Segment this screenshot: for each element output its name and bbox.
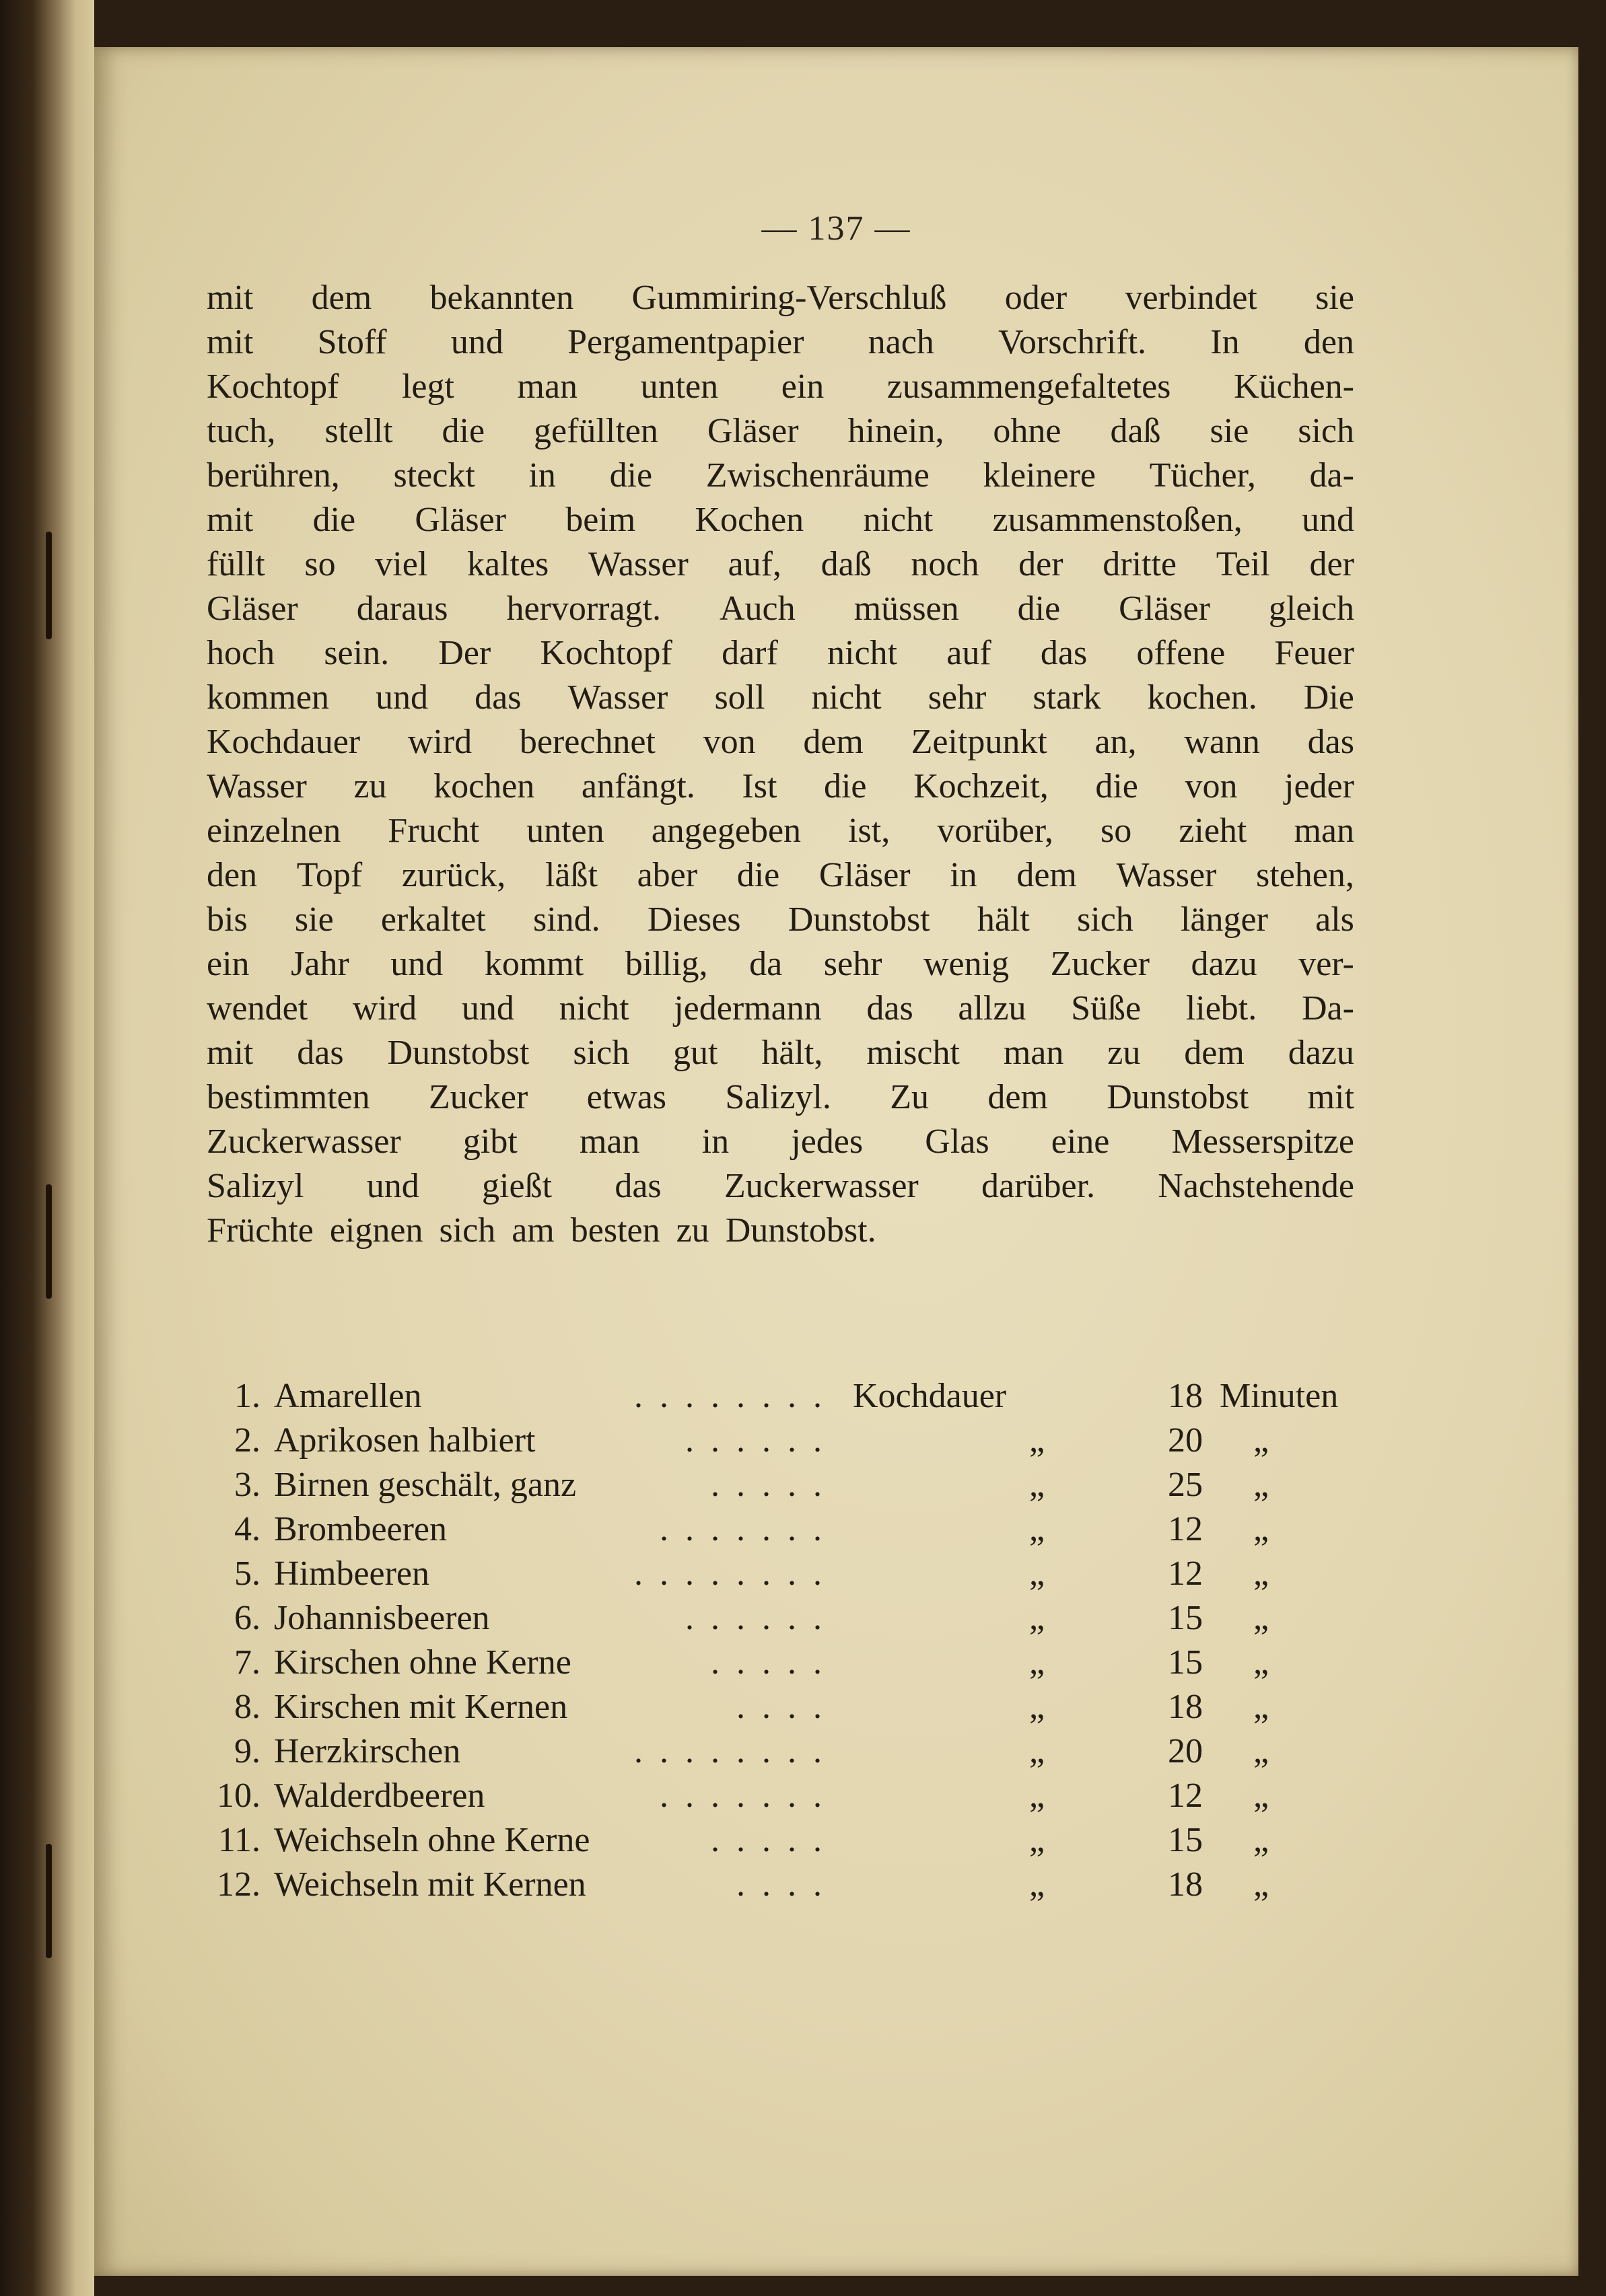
text-line: mit dem bekannten Gummiring-Verschluß oder verbindet sie bbox=[207, 279, 1354, 317]
book-page bbox=[94, 47, 1578, 2276]
leader-dots: . . . . . . bbox=[685, 1599, 826, 1637]
ditto-mark: „ bbox=[1253, 1643, 1269, 1682]
fruit-name: Kirschen mit Kernen bbox=[274, 1688, 568, 1726]
leader-dots: . . . . bbox=[736, 1865, 826, 1904]
minutes-value: 18 bbox=[1168, 1865, 1203, 1904]
text-line: kommen und das Wasser soll nicht sehr stark kochen. Die bbox=[207, 678, 1354, 717]
leader-dots: . . . . . . . . bbox=[634, 1732, 826, 1770]
page-number: — 137 — bbox=[761, 209, 911, 248]
text-line: Zuckerwasser gibt man in jedes Glas eine Messerspitze bbox=[207, 1122, 1354, 1161]
table-row bbox=[207, 1818, 1364, 1863]
fruit-name: Himbeeren bbox=[274, 1554, 430, 1593]
ditto-mark: „ bbox=[1253, 1821, 1269, 1859]
unit-label: Minuten bbox=[1220, 1377, 1339, 1415]
leader-dots: . . . . . . . bbox=[660, 1510, 826, 1548]
row-number: 3. bbox=[234, 1466, 260, 1504]
minutes-value: 15 bbox=[1168, 1821, 1203, 1859]
table-row bbox=[207, 1863, 1364, 1907]
ditto-mark: „ bbox=[1029, 1599, 1045, 1637]
text-line: Gläser daraus hervorragt. Auch müssen die Gläser gleich bbox=[207, 589, 1354, 628]
cooking-time-label: Kochdauer bbox=[853, 1377, 1007, 1415]
text-line: Kochdauer wird berechnet von dem Zeitpunkt an, wann das bbox=[207, 723, 1354, 761]
ditto-mark: „ bbox=[1029, 1554, 1045, 1593]
ditto-mark: „ bbox=[1029, 1777, 1045, 1815]
minutes-value: 15 bbox=[1168, 1599, 1203, 1637]
fruit-name: Amarellen bbox=[274, 1377, 422, 1415]
leader-dots: . . . . . . . . bbox=[634, 1377, 826, 1415]
table-row bbox=[207, 1507, 1364, 1552]
leader-dots: . . . . . bbox=[711, 1466, 826, 1504]
fruit-name: Johannisbeeren bbox=[274, 1599, 490, 1637]
text-line: mit die Gläser beim Kochen nicht zusammenstoßen, und bbox=[207, 501, 1354, 539]
ditto-mark: „ bbox=[1029, 1643, 1045, 1682]
text-line: mit das Dunstobst sich gut hält, mischt man zu dem dazu bbox=[207, 1034, 1354, 1072]
text-line: berühren, steckt in die Zwischenräume kleinere Tücher, da- bbox=[207, 456, 1354, 495]
text-line: Kochtopf legt man unten ein zusammengefaltetes Küchen- bbox=[207, 367, 1354, 406]
cooking-time-table bbox=[207, 1374, 1364, 1907]
table-row bbox=[207, 1552, 1364, 1596]
row-number: 6. bbox=[234, 1599, 260, 1637]
row-number: 12. bbox=[217, 1865, 260, 1904]
paragraph bbox=[207, 276, 1354, 1253]
minutes-value: 12 bbox=[1168, 1554, 1203, 1593]
minutes-value: 18 bbox=[1168, 1377, 1203, 1415]
text-line: bis sie erkaltet sind. Dieses Dunstobst hält sich länger als bbox=[207, 900, 1354, 939]
binding-thread bbox=[46, 1844, 52, 1958]
table-row bbox=[207, 1641, 1364, 1685]
ditto-mark: „ bbox=[1253, 1554, 1269, 1593]
text-line: wendet wird und nicht jedermann das allzu Süße liebt. Da- bbox=[207, 989, 1354, 1028]
row-number: 8. bbox=[234, 1688, 260, 1726]
text-line: tuch, stellt die gefüllten Gläser hinein, ohne daß sie sich bbox=[207, 412, 1354, 450]
row-number: 11. bbox=[217, 1821, 260, 1859]
leader-dots: . . . . . . . . bbox=[634, 1554, 826, 1593]
minutes-value: 20 bbox=[1168, 1732, 1203, 1770]
table-row bbox=[207, 1729, 1364, 1774]
text-line: Früchte eignen sich am besten zu Dunstobst. bbox=[207, 1211, 876, 1250]
fruit-name: Weichseln mit Kernen bbox=[274, 1865, 586, 1904]
text-line: einzelnen Frucht unten angegeben ist, vorüber, so zieht man bbox=[207, 812, 1354, 850]
ditto-mark: „ bbox=[1029, 1466, 1045, 1504]
ditto-mark: „ bbox=[1029, 1421, 1045, 1460]
table-row bbox=[207, 1419, 1364, 1463]
row-number: 10. bbox=[217, 1777, 260, 1815]
table-row bbox=[207, 1463, 1364, 1507]
book-spine-edge bbox=[0, 0, 94, 2296]
table-row bbox=[207, 1596, 1364, 1641]
fruit-name: Birnen geschält, ganz bbox=[274, 1466, 577, 1504]
row-number: 4. bbox=[234, 1510, 260, 1548]
ditto-mark: „ bbox=[1253, 1421, 1269, 1460]
ditto-mark: „ bbox=[1253, 1865, 1269, 1904]
text-line: bestimmten Zucker etwas Salizyl. Zu dem Dunstobst mit bbox=[207, 1078, 1354, 1116]
minutes-value: 20 bbox=[1168, 1421, 1203, 1460]
binding-thread bbox=[46, 1184, 52, 1299]
ditto-mark: „ bbox=[1253, 1732, 1269, 1770]
leader-dots: . . . . . . bbox=[685, 1421, 826, 1460]
table-row bbox=[207, 1774, 1364, 1818]
row-number: 2. bbox=[234, 1421, 260, 1460]
table-row bbox=[207, 1374, 1364, 1419]
fruit-name: Herzkirschen bbox=[274, 1732, 461, 1770]
minutes-value: 15 bbox=[1168, 1643, 1203, 1682]
ditto-mark: „ bbox=[1029, 1732, 1045, 1770]
text-line: Wasser zu kochen anfängt. Ist die Kochzeit, die von jeder bbox=[207, 767, 1354, 805]
table-row bbox=[207, 1685, 1364, 1729]
minutes-value: 12 bbox=[1168, 1777, 1203, 1815]
ditto-mark: „ bbox=[1029, 1510, 1045, 1548]
ditto-mark: „ bbox=[1253, 1777, 1269, 1815]
row-number: 9. bbox=[234, 1732, 260, 1770]
fruit-name: Brombeeren bbox=[274, 1510, 448, 1548]
minutes-value: 18 bbox=[1168, 1688, 1203, 1726]
text-line: Salizyl und gießt das Zuckerwasser darüber. Nachstehende bbox=[207, 1167, 1354, 1205]
leader-dots: . . . . bbox=[736, 1688, 826, 1726]
leader-dots: . . . . . . . bbox=[660, 1777, 826, 1815]
row-number: 7. bbox=[234, 1643, 260, 1682]
ditto-mark: „ bbox=[1029, 1865, 1045, 1904]
minutes-value: 12 bbox=[1168, 1510, 1203, 1548]
ditto-mark: „ bbox=[1029, 1821, 1045, 1859]
fruit-name: Aprikosen halbiert bbox=[274, 1421, 536, 1460]
minutes-value: 25 bbox=[1168, 1466, 1203, 1504]
leader-dots: . . . . . bbox=[711, 1643, 826, 1682]
fruit-name: Walderdbeeren bbox=[274, 1777, 485, 1815]
fruit-name: Kirschen ohne Kerne bbox=[274, 1643, 571, 1682]
ditto-mark: „ bbox=[1253, 1510, 1269, 1548]
binding-thread bbox=[46, 532, 52, 639]
ditto-mark: „ bbox=[1253, 1688, 1269, 1726]
text-line: mit Stoff und Pergamentpapier nach Vorschrift. In den bbox=[207, 323, 1354, 361]
fruit-name: Weichseln ohne Kerne bbox=[274, 1821, 590, 1859]
ditto-mark: „ bbox=[1253, 1466, 1269, 1504]
row-number: 1. bbox=[234, 1377, 260, 1415]
leader-dots: . . . . . bbox=[711, 1821, 826, 1859]
text-line: füllt so viel kaltes Wasser auf, daß noch der dritte Teil der bbox=[207, 545, 1354, 583]
ditto-mark: „ bbox=[1253, 1599, 1269, 1637]
row-number: 5. bbox=[234, 1554, 260, 1593]
text-line: ein Jahr und kommt billig, da sehr wenig Zucker dazu ver- bbox=[207, 945, 1354, 983]
ditto-mark: „ bbox=[1029, 1688, 1045, 1726]
text-line: hoch sein. Der Kochtopf darf nicht auf das offene Feuer bbox=[207, 634, 1354, 672]
text-line: den Topf zurück, läßt aber die Gläser in dem Wasser stehen, bbox=[207, 856, 1354, 894]
